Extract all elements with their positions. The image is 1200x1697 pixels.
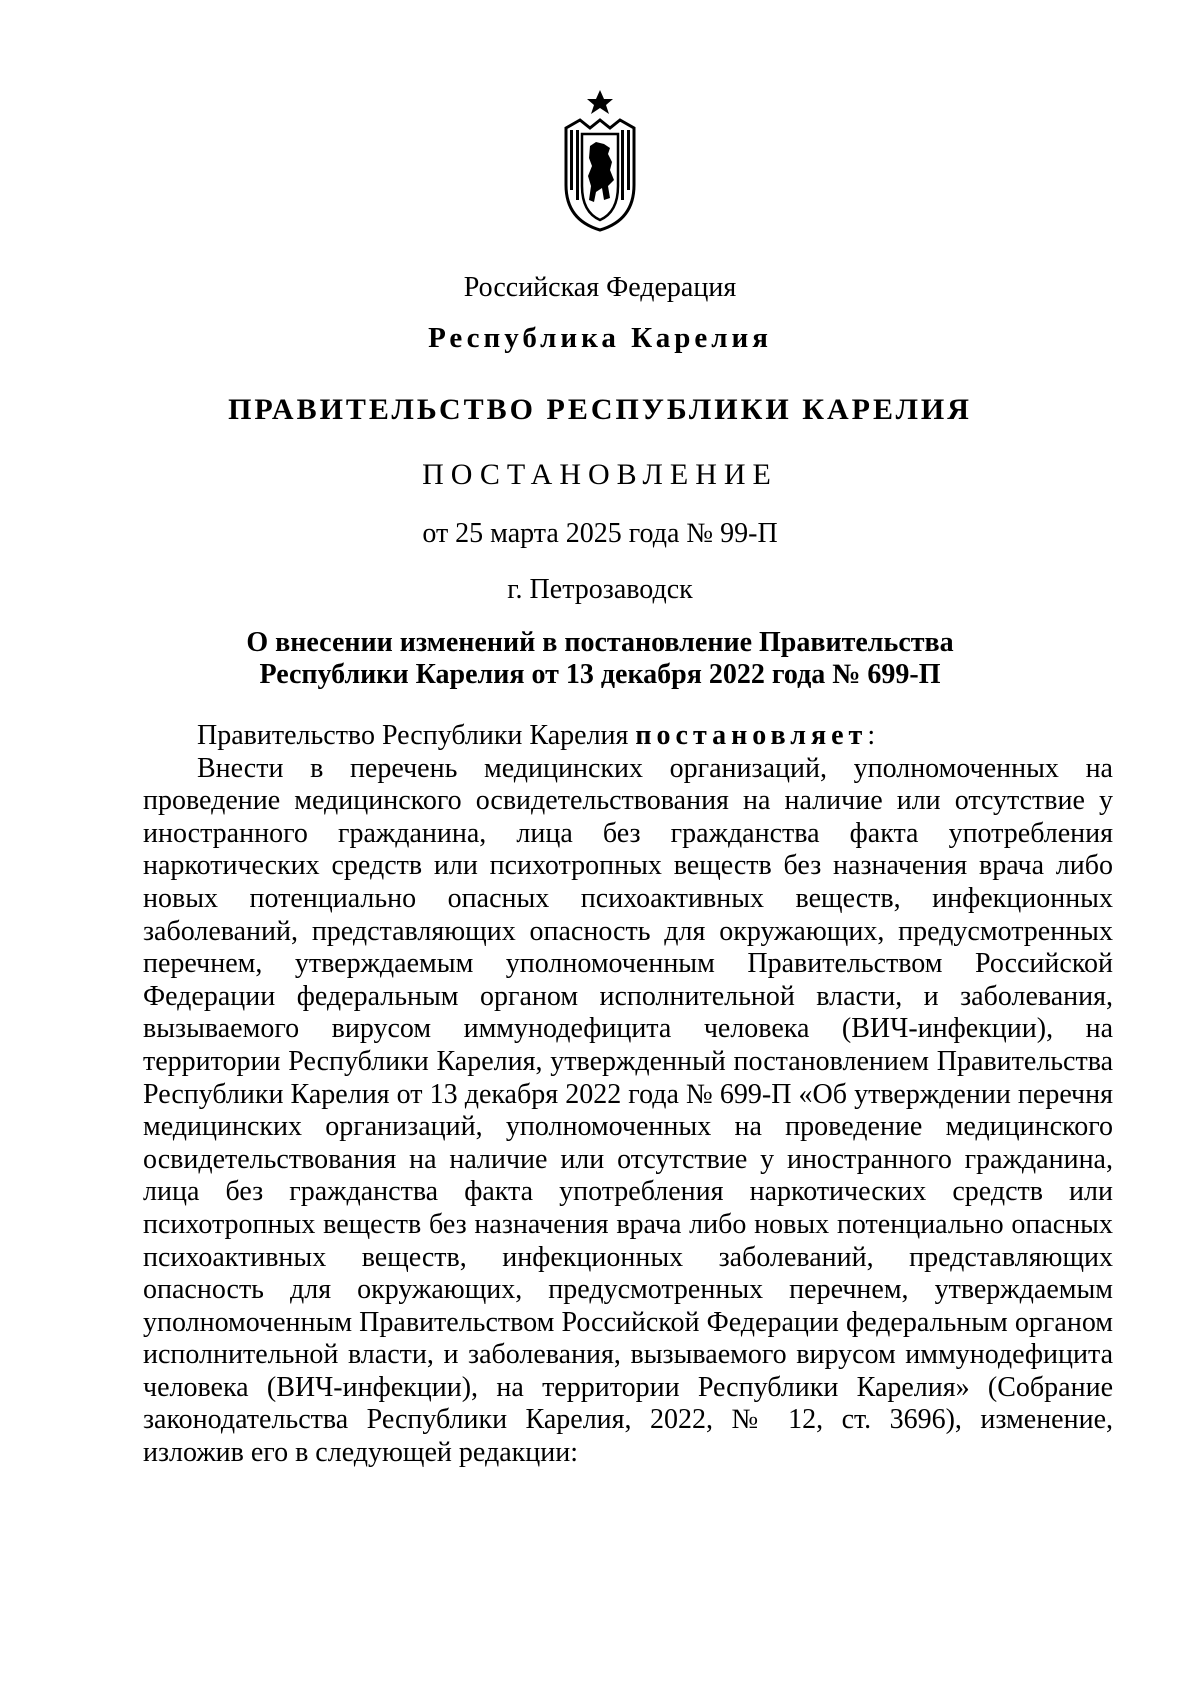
country-name: Российская Федерация	[463, 272, 737, 303]
karelia-coat-of-arms-icon	[560, 90, 640, 240]
document-body	[143, 720, 1113, 1470]
document-type: ПОСТАНОВЛЕНИЕ	[422, 458, 778, 491]
document-title	[0, 627, 1200, 691]
document-city: г. Петрозаводск	[507, 574, 693, 605]
preamble-colon: :	[867, 720, 876, 751]
government-name: ПРАВИТЕЛЬСТВО РЕСПУБЛИКИ КАРЕЛИЯ	[228, 393, 972, 426]
republic-name: Республика Карелия	[428, 322, 772, 354]
decision-word: постановляет	[635, 720, 868, 751]
main-paragraph: Внести в перечень медицинских организаций, уполномоченных на проведение медицинского освидетельствования на наличие или отсутствие у иностранного гражданина, лица без гражданства факта употребления наркотических средств или психотропных веществ без назначения врача либо новых потенциально опасных психоактивных веществ, инфекционных заболеваний, представляющих опасность для окружающих, предусмотренных перечнем, утверждаемым уполномоченным Правительством Российской Федерации федеральным органом исполнительной власти, и заболевания, вызываемого вирусом иммунодефицита человека (ВИЧ-инфекции), на территории Республики Карелия, утвержденный постановлением Правительства Республики Карелия от 13 декабря 2022 года № 699-П «Об утверждении перечня медицинских организаций, уполномоченных на проведение медицинского освидетельствования на наличие или отсутствие у иностранного гражданина, лица без гражданства факта употребления наркотических средств или психотропных веществ без назначения врача либо новых потенциально опасных психоактивных веществ, инфекционных заболеваний, представляющих опасность для окружающих, предусмотренных перечнем, утверждаемым уполномоченным Правительством Российской Федерации федеральным органом исполнительной власти, и заболевания, вызываемого вирусом иммунодефицита человека (ВИЧ-инфекции), на территории Республики Карелия» (Собрание законодательства Республики Карелия, 2022, № 12, ст. 3696), изменение, изложив его в следующей редакции:	[143, 752, 1113, 1469]
document-date-number: от 25 марта 2025 года № 99-П	[422, 518, 778, 549]
document-title-line: О внесении изменений в постановление Правительства	[246, 627, 954, 658]
document-title-line: Республики Карелия от 13 декабря 2022 года № 699-П	[259, 659, 941, 690]
preamble	[143, 720, 1113, 753]
preamble-text: Правительство Республики Карелия	[197, 720, 636, 751]
